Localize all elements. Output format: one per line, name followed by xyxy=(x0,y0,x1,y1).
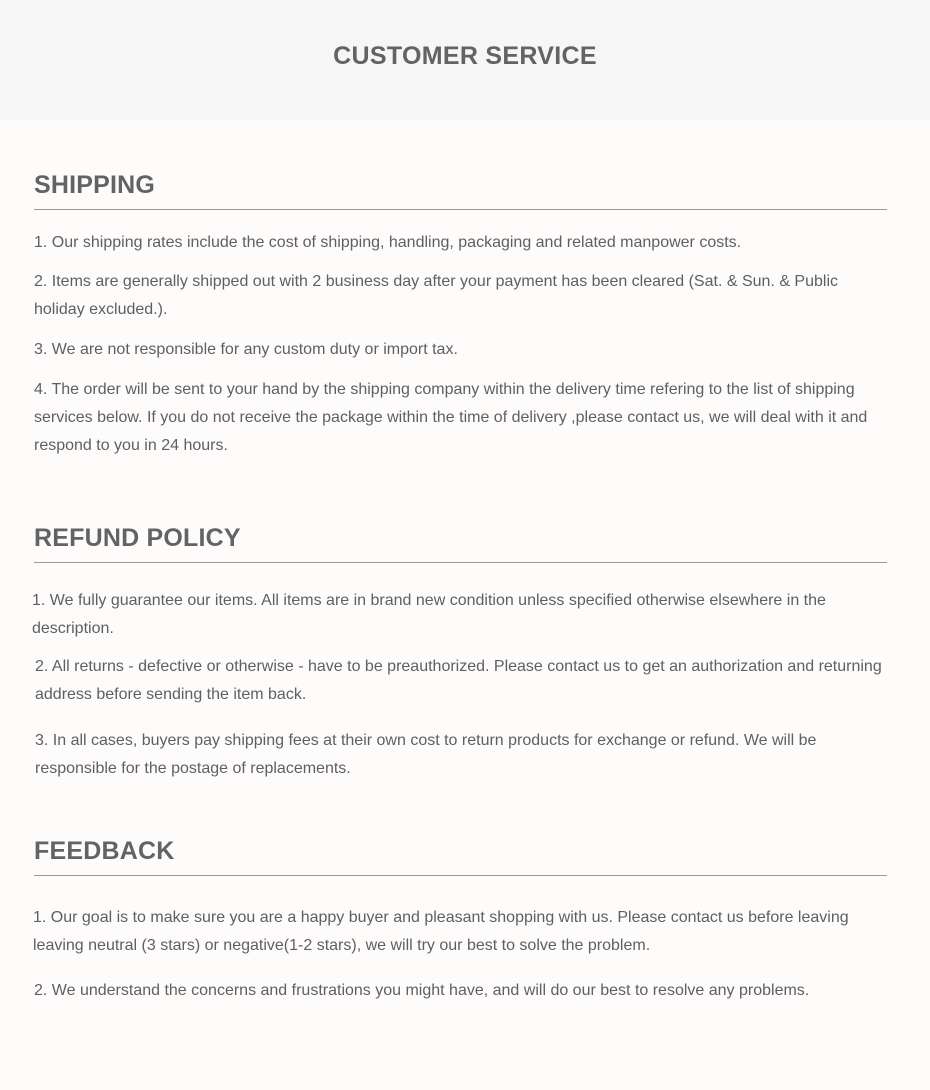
shipping-divider xyxy=(34,209,887,210)
header-banner xyxy=(0,0,930,120)
refund-item-3: 3. In all cases, buyers pay shipping fees at their own cost to return products for exchange or refund. We will be responsible for the postage of replacements. xyxy=(35,732,817,777)
refund-heading: REFUND POLICY xyxy=(34,524,241,552)
feedback-item-2: 2. We understand the concerns and frustrations you might have, and will do our best to resolve any problems. xyxy=(34,982,810,999)
refund-item-2: 2. All returns - defective or otherwise - have to be preauthorized. Please contact us to get an authorization and returning address before sending the item back. xyxy=(35,658,882,703)
shipping-item-3: 3. We are not responsible for any custom duty or import tax. xyxy=(34,341,458,358)
refund-divider xyxy=(34,562,887,563)
feedback-section xyxy=(33,834,887,999)
shipping-heading: SHIPPING xyxy=(34,171,156,199)
feedback-divider xyxy=(34,875,887,876)
feedback-item-1: 1. Our goal is to make sure you are a happy buyer and pleasant shopping with us. Please contact us before leaving leaving neutral (3 stars) or negative(1-2 stars), we will try our best to solve the problem. xyxy=(33,909,849,954)
shipping-item-2: 2. Items are generally shipped out with 2 business day after your payment has been cleared (Sat. & Sun. & Public holiday excluded.). xyxy=(34,273,839,318)
shipping-item-4: 4. The order will be sent to your hand by the shipping company within the delivery time refering to the list of shipping services below. If you do not receive the package within the time of delivery ,please contact us, we will deal with it and respond to you in 24 hours. xyxy=(34,381,868,454)
feedback-heading: FEEDBACK xyxy=(34,837,175,865)
refund-section xyxy=(32,521,887,777)
shipping-section xyxy=(34,168,887,454)
refund-item-1: 1. We fully guarantee our items. All items are in brand new condition unless specified otherwise elsewhere in the description. xyxy=(32,592,826,637)
page-title: CUSTOMER SERVICE xyxy=(333,42,597,70)
shipping-item-1: 1. Our shipping rates include the cost of shipping, handling, packaging and related manpower costs. xyxy=(34,234,742,251)
